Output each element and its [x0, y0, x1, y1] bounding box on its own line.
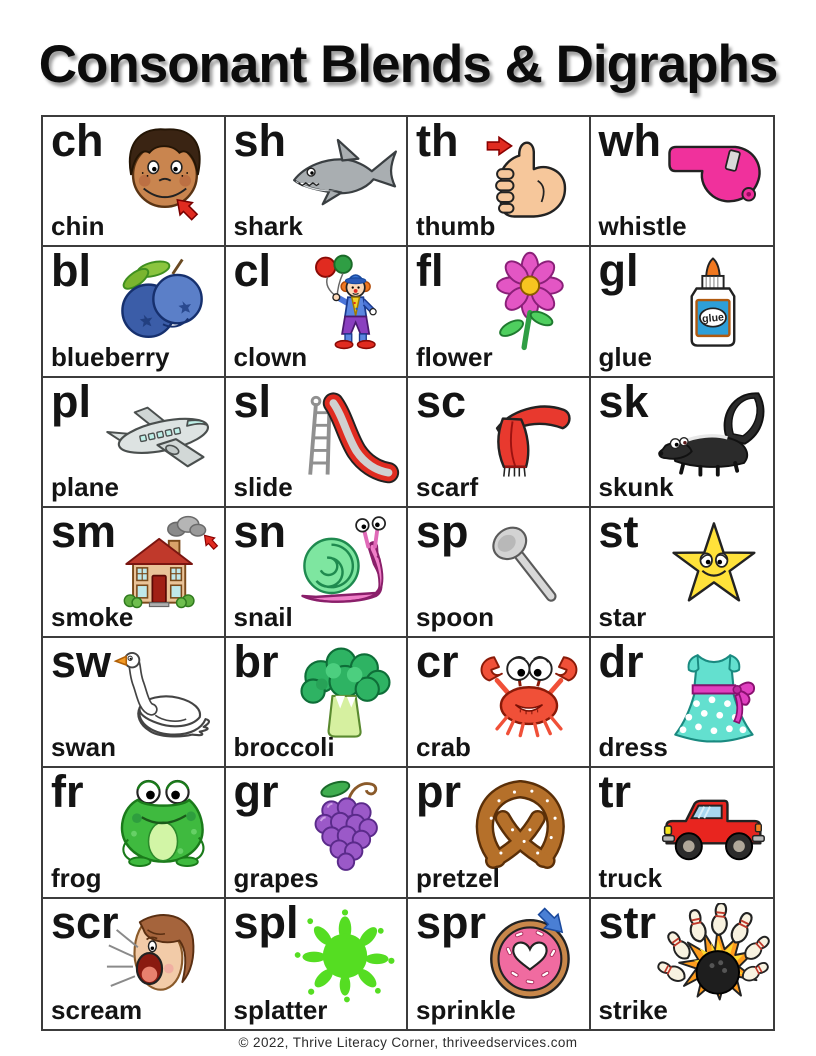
cell-spl [226, 899, 409, 1029]
cell-br [226, 638, 409, 768]
word-label: plane [51, 471, 119, 502]
word-label: crab [416, 732, 471, 763]
blend-label: sk [598, 377, 649, 427]
cell-ch [43, 117, 226, 247]
crab-icon [470, 642, 586, 746]
blend-label: dr [598, 638, 644, 688]
blend-label: ch [51, 117, 104, 166]
blend-label: st [598, 507, 639, 557]
word-label: swan [51, 732, 117, 763]
word-label: snail [233, 602, 293, 633]
blend-label: br [233, 638, 279, 688]
blend-label: wh [598, 117, 661, 166]
word-label: truck [598, 862, 663, 893]
cell-wh [591, 117, 774, 247]
blend-label: th [416, 117, 459, 166]
blends-table [41, 115, 775, 1031]
word-label: thumb [416, 211, 496, 242]
thumb-icon [470, 121, 586, 225]
word-label: whistle [598, 211, 687, 242]
word-label: broccoli [233, 732, 335, 763]
word-label: clown [233, 341, 308, 372]
blend-label: sh [233, 117, 287, 166]
scarf-icon [470, 382, 586, 486]
blend-label: sl [233, 377, 272, 427]
blend-label: fl [416, 247, 444, 297]
cell-tr [591, 768, 774, 898]
word-label: skunk [598, 471, 674, 502]
blend-label: spl [233, 898, 299, 948]
blend-label: sp [416, 507, 469, 557]
scream-icon [105, 903, 221, 1007]
word-label: chin [51, 211, 105, 242]
blend-label: sn [233, 507, 287, 557]
cell-dr [591, 638, 774, 768]
page-title: Consonant Blends & Digraphs [38, 35, 778, 94]
word-label: strike [598, 995, 668, 1025]
cell-str [591, 899, 774, 1029]
cell-sn [226, 508, 409, 638]
blend-label: sw [51, 638, 112, 688]
truck-icon [654, 772, 770, 876]
star-icon [654, 512, 770, 616]
cell-sc [408, 378, 591, 508]
spoon-icon [470, 512, 586, 616]
whistle-icon [654, 121, 770, 225]
blend-label: spr [416, 898, 487, 948]
glue-icon [654, 251, 770, 355]
cell-sl [226, 378, 409, 508]
plane-icon [105, 382, 221, 486]
blend-label: scr [51, 898, 119, 948]
cell-sm [43, 508, 226, 638]
dress-icon [654, 642, 770, 746]
word-label: flower [416, 341, 493, 372]
word-label: glue [598, 341, 652, 372]
cell-scr [43, 899, 226, 1029]
blueberry-icon [105, 251, 221, 355]
cell-fr [43, 768, 226, 898]
word-label: grapes [233, 862, 319, 893]
cell-fl [408, 247, 591, 377]
blend-label: bl [51, 247, 91, 297]
copyright-footer: © 2022, Thrive Literacy Corner, thriveedservices.com [238, 1035, 578, 1050]
cell-pr [408, 768, 591, 898]
skunk-icon [654, 382, 770, 486]
word-label: star [598, 602, 647, 633]
slide-icon [287, 382, 403, 486]
blend-label: cr [416, 638, 459, 688]
cell-gr [226, 768, 409, 898]
strike-icon [654, 903, 770, 1007]
cell-pl [43, 378, 226, 508]
svg-text:glue: glue [701, 311, 725, 326]
word-label: frog [51, 862, 102, 893]
word-label: shark [233, 211, 303, 242]
cell-sh [226, 117, 409, 247]
word-label: sprinkle [416, 995, 516, 1025]
snail-icon [287, 512, 403, 616]
blend-label: tr [598, 768, 631, 818]
pretzel-icon [470, 772, 586, 876]
grapes-icon [287, 772, 403, 876]
blend-label: pr [416, 768, 461, 818]
blend-label: gl [598, 247, 639, 297]
word-label: smoke [51, 602, 134, 633]
cell-th [408, 117, 591, 247]
cell-sw [43, 638, 226, 768]
flower-icon [470, 251, 586, 355]
frog-icon [105, 772, 221, 876]
word-label: slide [233, 471, 293, 502]
shark-icon [287, 121, 403, 225]
smoke-icon [105, 512, 221, 616]
swan-icon [105, 642, 221, 746]
clown-icon [287, 251, 403, 355]
blend-label: sc [416, 377, 467, 427]
cell-cl [226, 247, 409, 377]
blend-label: pl [51, 377, 91, 427]
sprinkle-icon [470, 903, 586, 1007]
cell-bl [43, 247, 226, 377]
word-label: splatter [233, 995, 328, 1025]
cell-sp [408, 508, 591, 638]
blend-label: sm [51, 507, 117, 557]
word-label: blueberry [51, 341, 170, 372]
blend-label: str [598, 898, 657, 948]
word-label: scarf [416, 471, 479, 502]
word-label: pretzel [416, 862, 500, 893]
cell-sk [591, 378, 774, 508]
cell-st [591, 508, 774, 638]
word-label: dress [598, 732, 668, 763]
blend-label: gr [233, 768, 279, 818]
blend-label: fr [51, 768, 84, 818]
cell-gl [591, 247, 774, 377]
cell-spr [408, 899, 591, 1029]
word-label: spoon [416, 602, 494, 633]
chin-icon [105, 121, 221, 225]
splatter-icon [287, 903, 403, 1007]
word-label: scream [51, 995, 143, 1025]
cell-cr [408, 638, 591, 768]
broccoli-icon [287, 642, 403, 746]
blend-label: cl [233, 247, 272, 297]
